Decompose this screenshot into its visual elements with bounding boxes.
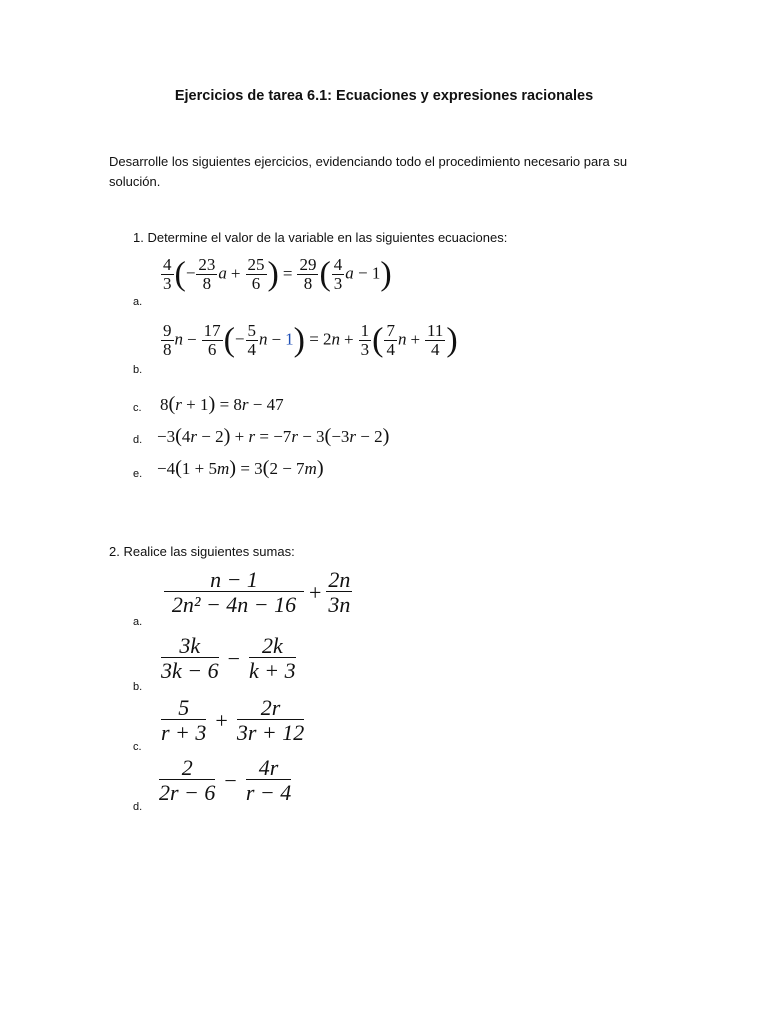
document-title: Ejercicios de tarea 6.1: Ecuaciones y expresiones racionales	[174, 88, 594, 104]
item-label-2c: c.	[133, 741, 142, 753]
equation-1c: 8(r + 1) = 8r − 47	[160, 393, 284, 415]
section-1-heading: 1. Determine el valor de la variable en las siguientes ecuaciones:	[133, 230, 508, 245]
item-label-1b: b.	[133, 364, 143, 376]
sum-2c: $\frac{5}{r + 3}$ + $\frac{2r}{3r + 12}$	[161, 695, 305, 746]
item-label-1c: c.	[133, 402, 142, 414]
item-label-2d: d.	[133, 801, 143, 813]
sum-2d: $\frac{2}{2r - 6}$ − $\frac{4r}{r - 4}$	[159, 755, 292, 806]
equation-1e: −4(1 + 5m) = 3(2 − 7m)	[157, 457, 324, 479]
item-label-2b: b.	[133, 681, 143, 693]
sum-2a: $\frac{n - 1}{\text{2n² − 4n − 16}}$ + $\frac{2n}{3n}$	[163, 568, 353, 618]
sum-2b: $\frac{3k}{3k - 6}$ − $\frac{2k}{k + 3}$	[161, 633, 296, 684]
item-label-1e: e.	[133, 468, 143, 480]
instructions-paragraph: Desarrolle los siguientes ejercicios, evidenciando todo el procedimiento necesario para su solución.	[109, 154, 628, 189]
item-label-2a: a.	[133, 616, 143, 628]
equation-1b: $\frac{9}{8}$ n − $\frac{17}{6}$ (− $\frac{5}{4}$ n − 1) = 2n + $\frac{1}{3}$ ( $\frac{7}{4}$ n + $\frac{11}{4}$ )	[163, 321, 458, 359]
item-label-1d: d.	[133, 434, 143, 446]
equation-1d: −3(4r − 2) + r = −7r − 3(−3r − 2)	[157, 425, 390, 447]
section-2-heading: 2. Realice las siguientes sumas:	[109, 544, 295, 559]
fraction: $\frac{4}{3}$	[163, 255, 172, 293]
equation-1a: $\frac{4}{3}$ (− $\frac{23}{8}$ a + $\frac{25}{6}$ ) = $\frac{29}{8}$ ( $\frac{4}{3}$ a − 1)	[163, 255, 392, 293]
item-label-1a: a.	[133, 296, 143, 308]
